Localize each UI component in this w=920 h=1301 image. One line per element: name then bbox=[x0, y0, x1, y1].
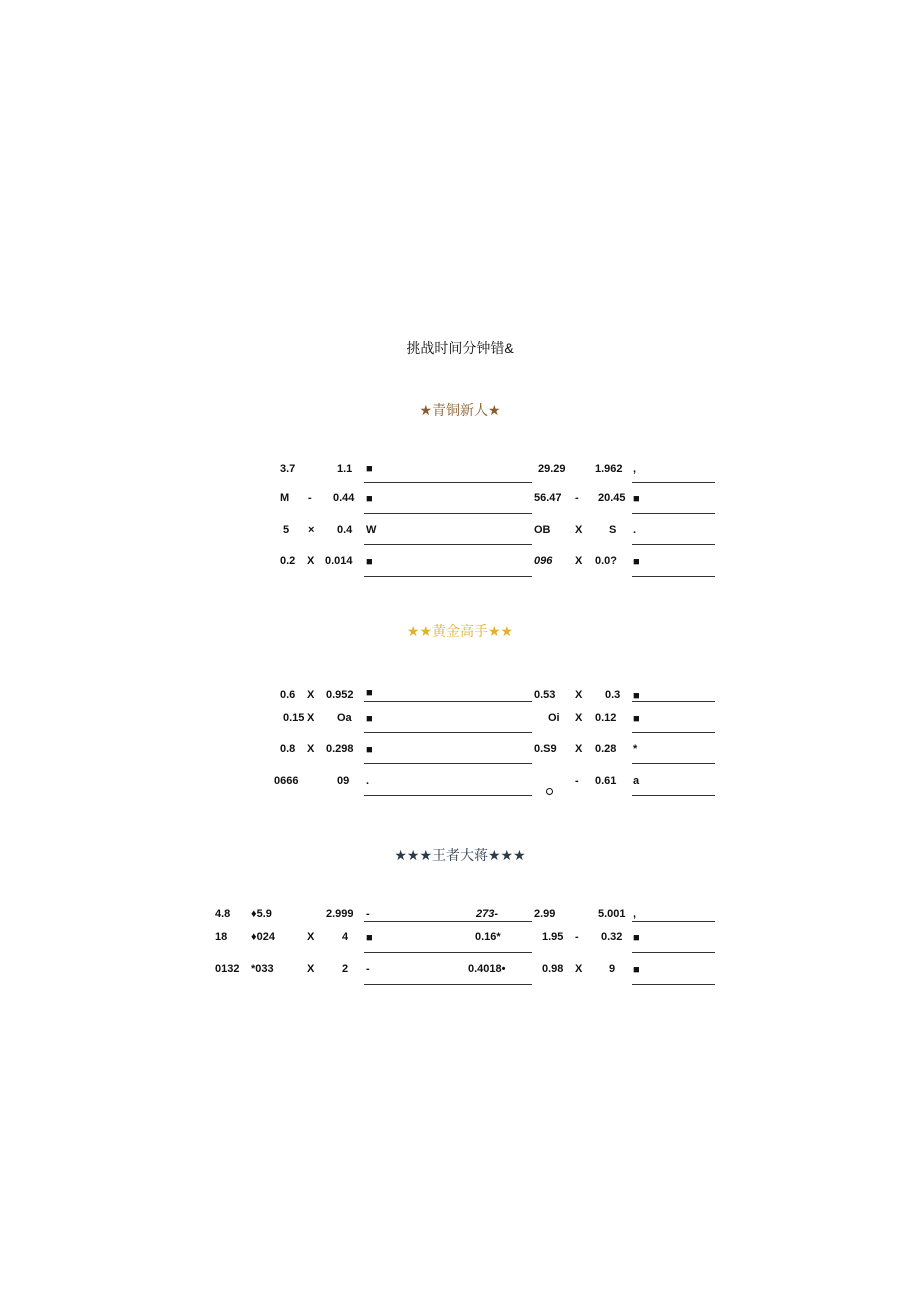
problem-14-operand-a: 0.S9 bbox=[534, 743, 557, 755]
problem-14-mark: * bbox=[633, 743, 638, 755]
problem-9-operand-a: 0.6 bbox=[280, 689, 296, 701]
problem-18-operand-b: 5.001 bbox=[598, 908, 626, 920]
answer-line[interactable] bbox=[632, 513, 715, 514]
circle-mark bbox=[546, 788, 553, 795]
answer-line[interactable] bbox=[632, 795, 715, 796]
problem-12-operand-b: 0.12 bbox=[595, 712, 617, 724]
problem-9-mark: ■ bbox=[366, 687, 373, 699]
problem-6-operand-a: OB bbox=[534, 524, 551, 536]
problem-4-mark: ■ bbox=[633, 493, 640, 505]
problem-5-operand-b: 0.4 bbox=[337, 524, 353, 536]
problem-20-mark: ■ bbox=[633, 932, 640, 944]
problem-6-operand-b: S bbox=[609, 524, 617, 536]
problem-16-operand-b: 0.61 bbox=[595, 775, 617, 787]
problem-19-operator: X bbox=[307, 931, 315, 943]
problem-21-mark: - bbox=[366, 963, 370, 975]
section-heading-bronze: ★青铜新人★ bbox=[419, 402, 501, 418]
answer-line[interactable] bbox=[364, 921, 532, 922]
problem-8-operand-b: 0.0? bbox=[595, 555, 618, 567]
problem-1-operand-b: 1.1 bbox=[337, 463, 353, 475]
problem-4-operator: - bbox=[575, 492, 579, 504]
problem-20-operand-b: 0.32 bbox=[601, 931, 623, 943]
worksheet-title: 挑战时间分钟错& bbox=[406, 340, 514, 356]
problem-19-result: 0.16* bbox=[475, 931, 501, 943]
problem-14-operand-b: 0.28 bbox=[595, 743, 617, 755]
problem-7-operand-a: 0.2 bbox=[280, 555, 296, 567]
problem-15-operand-b: 09 bbox=[337, 775, 350, 787]
problem-20-operator: - bbox=[575, 931, 579, 943]
problem-2-mark: , bbox=[633, 463, 637, 475]
problem-16-mark: a bbox=[633, 775, 640, 787]
problem-19-operand-b: ♦024 bbox=[251, 931, 275, 943]
problem-17-mark: - bbox=[366, 908, 370, 920]
problem-12-mark: ■ bbox=[633, 713, 640, 725]
problem-19-operand-c: 4 bbox=[342, 931, 349, 943]
problem-5-operator: × bbox=[308, 524, 315, 536]
problem-4-operand-a: 56.47 bbox=[534, 492, 562, 504]
problem-13-operand-a: 0.8 bbox=[280, 743, 296, 755]
problem-15-operand-a: 0666 bbox=[274, 775, 299, 787]
section-heading-king: ★★★王者大蒋★★★ bbox=[394, 847, 526, 863]
answer-line[interactable] bbox=[364, 544, 532, 545]
problem-22-operand-a: 0.98 bbox=[542, 963, 564, 975]
problem-11-mark: ■ bbox=[366, 713, 373, 725]
problem-3-mark: ■ bbox=[366, 493, 373, 505]
problem-10-mark: ■ bbox=[633, 690, 640, 702]
problem-1-operand-a: 3.7 bbox=[280, 463, 296, 475]
answer-line[interactable] bbox=[364, 984, 532, 985]
problem-9-operand-b: 0.952 bbox=[326, 689, 354, 701]
problem-5-mark: W bbox=[366, 524, 377, 536]
answer-line[interactable] bbox=[364, 732, 532, 733]
problem-21-operand-a: 0132 bbox=[215, 963, 240, 975]
problem-8-operator: X bbox=[575, 555, 583, 567]
problem-19-mark: ■ bbox=[366, 932, 373, 944]
problem-17-operand-b: ♦5.9 bbox=[251, 908, 272, 920]
problem-21-operand-c: 2 bbox=[342, 963, 349, 975]
problem-17-result: 273- bbox=[476, 908, 499, 920]
problem-16-operator: - bbox=[575, 775, 579, 787]
problem-22-operator: X bbox=[575, 963, 583, 975]
answer-line[interactable] bbox=[632, 576, 715, 577]
problem-21-result: 0.4018• bbox=[468, 963, 506, 975]
problem-11-operator: X bbox=[307, 712, 315, 724]
problem-7-operator: X bbox=[307, 555, 315, 567]
answer-line[interactable] bbox=[364, 763, 532, 764]
problem-15-mark: . bbox=[366, 775, 370, 787]
answer-line[interactable] bbox=[632, 763, 715, 764]
problem-12-operator: X bbox=[575, 712, 583, 724]
problem-3-operand-a: M bbox=[280, 492, 290, 504]
problem-18-mark: , bbox=[633, 908, 637, 920]
problem-6-mark: . bbox=[633, 524, 637, 536]
problem-5-operand-a: 5 bbox=[283, 524, 290, 536]
problem-19-operand-a: 18 bbox=[215, 931, 228, 943]
problem-13-operand-b: 0.298 bbox=[326, 743, 354, 755]
problem-21-operator: X bbox=[307, 963, 315, 975]
problem-7-operand-b: 0.014 bbox=[325, 555, 353, 567]
problem-6-operator: X bbox=[575, 524, 583, 536]
problem-11-operand-b: Oa bbox=[337, 712, 352, 724]
problem-8-mark: ■ bbox=[633, 556, 640, 568]
problem-2-operand-a: 29.29 bbox=[538, 463, 566, 475]
problem-3-operator: - bbox=[308, 492, 312, 504]
problem-17-operand-a: 4.8 bbox=[215, 908, 231, 920]
answer-line[interactable] bbox=[632, 952, 715, 953]
problem-10-operator: X bbox=[575, 689, 583, 701]
answer-line[interactable] bbox=[632, 984, 715, 985]
problem-20-operand-a: 1.95 bbox=[542, 931, 564, 943]
problem-13-mark: ■ bbox=[366, 744, 373, 756]
answer-line[interactable] bbox=[632, 921, 715, 922]
answer-line[interactable] bbox=[632, 544, 715, 545]
problem-2-operand-b: 1.962 bbox=[595, 463, 623, 475]
answer-line[interactable] bbox=[364, 701, 532, 702]
problem-22-mark: ■ bbox=[633, 964, 640, 976]
problem-10-operand-b: 0.3 bbox=[605, 689, 621, 701]
problem-9-operator: X bbox=[307, 689, 315, 701]
problem-8-operand-a: 096 bbox=[534, 555, 553, 567]
answer-line[interactable] bbox=[632, 482, 715, 483]
problem-12-operand-a: Oi bbox=[548, 712, 560, 724]
problem-13-operator: X bbox=[307, 743, 315, 755]
section-heading-gold: ★★黄金高手★★ bbox=[406, 623, 514, 639]
problem-21-operand-b: *033 bbox=[251, 963, 274, 975]
problem-4-operand-b: 20.45 bbox=[598, 492, 626, 504]
problem-3-operand-b: 0.44 bbox=[333, 492, 355, 504]
problem-17-operand-c: 2.999 bbox=[326, 908, 354, 920]
problem-1-mark: ■ bbox=[366, 463, 373, 475]
answer-line[interactable] bbox=[364, 952, 532, 953]
answer-line[interactable] bbox=[632, 701, 715, 702]
problem-18-operand-a: 2.99 bbox=[534, 908, 556, 920]
problem-11-operand-a: 0.15 bbox=[283, 712, 305, 724]
answer-line[interactable] bbox=[364, 576, 532, 577]
answer-line[interactable] bbox=[364, 795, 532, 796]
problem-22-operand-b: 9 bbox=[609, 963, 616, 975]
problem-7-mark: ■ bbox=[366, 556, 373, 568]
problem-14-operator: X bbox=[575, 743, 583, 755]
answer-line[interactable] bbox=[364, 482, 532, 483]
problem-10-operand-a: 0.53 bbox=[534, 689, 556, 701]
answer-line[interactable] bbox=[632, 732, 715, 733]
answer-line[interactable] bbox=[364, 513, 532, 514]
